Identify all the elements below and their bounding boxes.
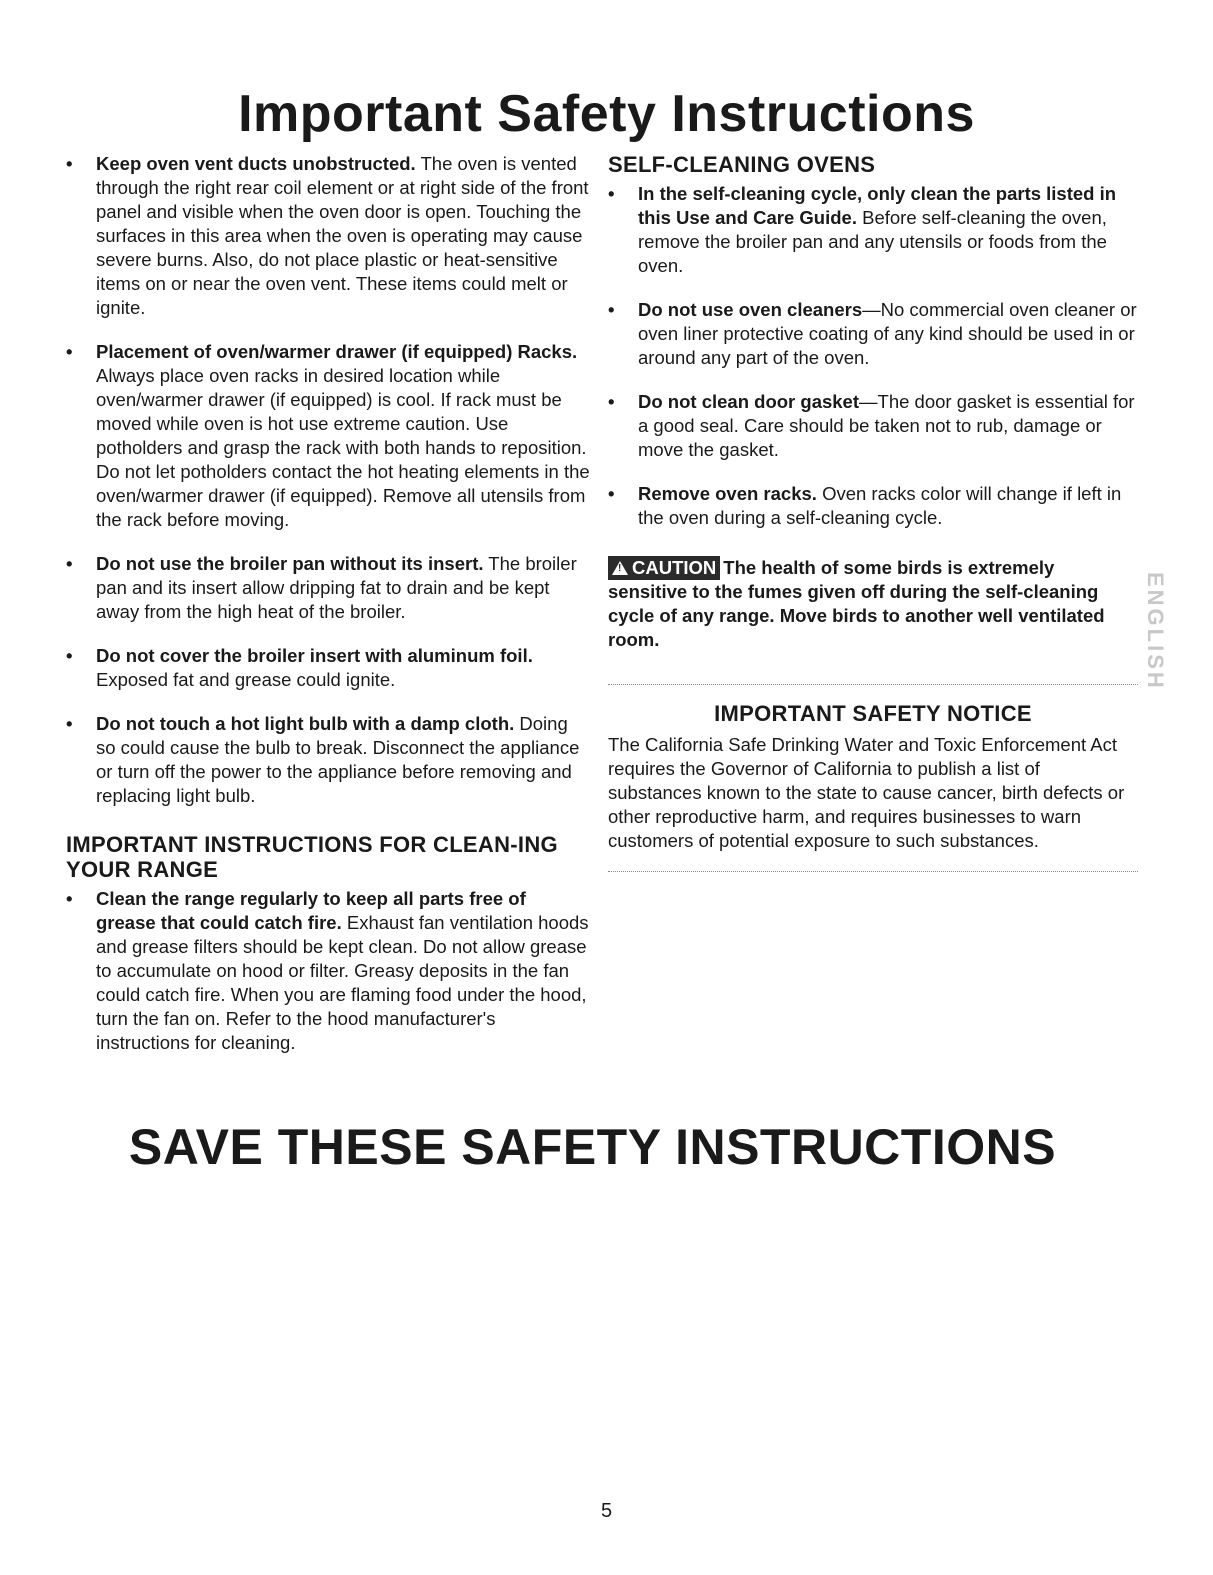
item-lead: Do not clean door gasket — [638, 391, 860, 412]
item-lead: Do not use the broiler pan without its insert. — [96, 553, 484, 574]
bullet-icon: • — [608, 483, 615, 504]
list-item — [66, 887, 590, 1055]
cleaning-heading: IMPORTANT INSTRUCTIONS FOR CLEAN-ING YOUR RANGE — [66, 832, 558, 882]
notice-title: IMPORTANT SAFETY NOTICE — [714, 701, 1032, 726]
notice-body: The California Safe Drinking Water and Toxic Enforcement Act requires the Governor of California to publish a list of substances known to the state to cause cancer, birth defects or other reproductive harm, and requires businesses to warn customers of potential exposure to such substances. — [608, 734, 1125, 851]
warning-triangle-icon: ! — [612, 561, 628, 575]
item-lead: Do not cover the broiler insert with aluminum foil. — [96, 645, 533, 666]
item-lead: Keep oven vent ducts unobstructed. — [96, 153, 416, 174]
item-lead: Clean the range regularly to keep all parts free of grease that could catch fire. — [96, 888, 526, 933]
item-text: Before self-cleaning the oven, remove the broiler pan and any utensils or foods from the oven. — [638, 207, 1107, 276]
divider — [608, 871, 1138, 872]
list-item — [66, 712, 590, 808]
list-item — [608, 298, 1138, 370]
item-text: Always place oven racks in desired location while oven/warmer drawer (if equipped) is cool. If rack must be moved while oven is hot use extreme caution. Use potholders and grasp the rack with both hands to reposition. Do not let potholders contact the hot heating elements in the oven/warmer drawer (if equipped). Remove all utensils from the rack before moving. — [96, 365, 590, 530]
bullet-icon: • — [608, 391, 615, 412]
caution-statement — [608, 556, 1138, 652]
list-item — [608, 482, 1138, 530]
page-title: Important Safety Instructions — [238, 85, 975, 143]
caution-badge — [608, 556, 720, 580]
item-text: Doing so could cause the bulb to break. Disconnect the appliance or turn off the power to the appliance before removing and replacing light bulb. — [96, 713, 580, 806]
item-lead: Do not use oven cleaners — [638, 299, 863, 320]
item-text: Oven racks color will change if left in the oven during a self-cleaning cycle. — [638, 483, 1122, 528]
item-lead: Do not touch a hot light bulb with a damp cloth. — [96, 713, 515, 734]
list-item — [66, 552, 590, 624]
item-lead: Placement of oven/warmer drawer (if equipped) Racks. — [96, 341, 578, 362]
item-text: Exhaust fan ventilation hoods and grease filters should be kept clean. Do not allow grease to accumulate on hood or filter. Greasy deposits in the fan could catch fire. When you are flaming food under the hood, turn the fan on. Refer to the hood manufacturer's instructions for cleaning. — [96, 912, 589, 1053]
bullet-icon: • — [66, 713, 73, 734]
right-column — [608, 152, 1138, 872]
bullet-icon: • — [608, 299, 615, 320]
item-lead: In the self-cleaning cycle, only clean the parts listed in this Use and Care Guide. — [638, 183, 1117, 228]
divider — [608, 684, 1138, 685]
left-column — [66, 152, 590, 1075]
item-text: —The door gasket is essential for a good seal. Care should be taken not to rub, damage or move the gasket. — [638, 391, 1135, 460]
caution-text: The health of some birds is extremely sensitive to the fumes given off during the self-cleaning cycle of any range. Move birds to another well ventilated room. — [608, 557, 1105, 650]
caution-label: CAUTION — [632, 557, 717, 578]
list-item — [66, 340, 590, 532]
bullet-icon: • — [66, 341, 73, 362]
bullet-icon: • — [66, 153, 73, 174]
list-item — [66, 152, 590, 320]
list-item — [66, 644, 590, 692]
item-text: The broiler pan and its insert allow dripping fat to drain and be kept away from the high heat of the broiler. — [96, 553, 577, 622]
bullet-icon: • — [66, 645, 73, 666]
item-text: —No commercial oven cleaner or oven liner protective coating of any kind should be used in or around any part of the oven. — [638, 299, 1137, 368]
item-text: The oven is vented through the right rear coil element or at right side of the front panel and visible when the oven door is open. Touching the surfaces in this area when the oven is operating may cause severe burns. Also, do not place plastic or heat-sensitive items on or near the oven vent. These items could melt or ignite. — [96, 153, 589, 318]
page-number: 5 — [600, 1500, 613, 1522]
list-item — [608, 182, 1138, 278]
item-text: Exposed fat and grease could ignite. — [96, 669, 396, 690]
item-lead: Remove oven racks. — [638, 483, 817, 504]
bullet-icon: • — [66, 553, 73, 574]
self-cleaning-heading: SELF-CLEANING OVENS — [608, 152, 876, 177]
bullet-icon: • — [66, 888, 73, 909]
footer-title: SAVE THESE SAFETY INSTRUCTIONS — [128, 1119, 1057, 1175]
language-tab: ENGLISH — [1143, 571, 1168, 691]
list-item — [608, 390, 1138, 462]
bullet-icon: • — [608, 183, 615, 204]
